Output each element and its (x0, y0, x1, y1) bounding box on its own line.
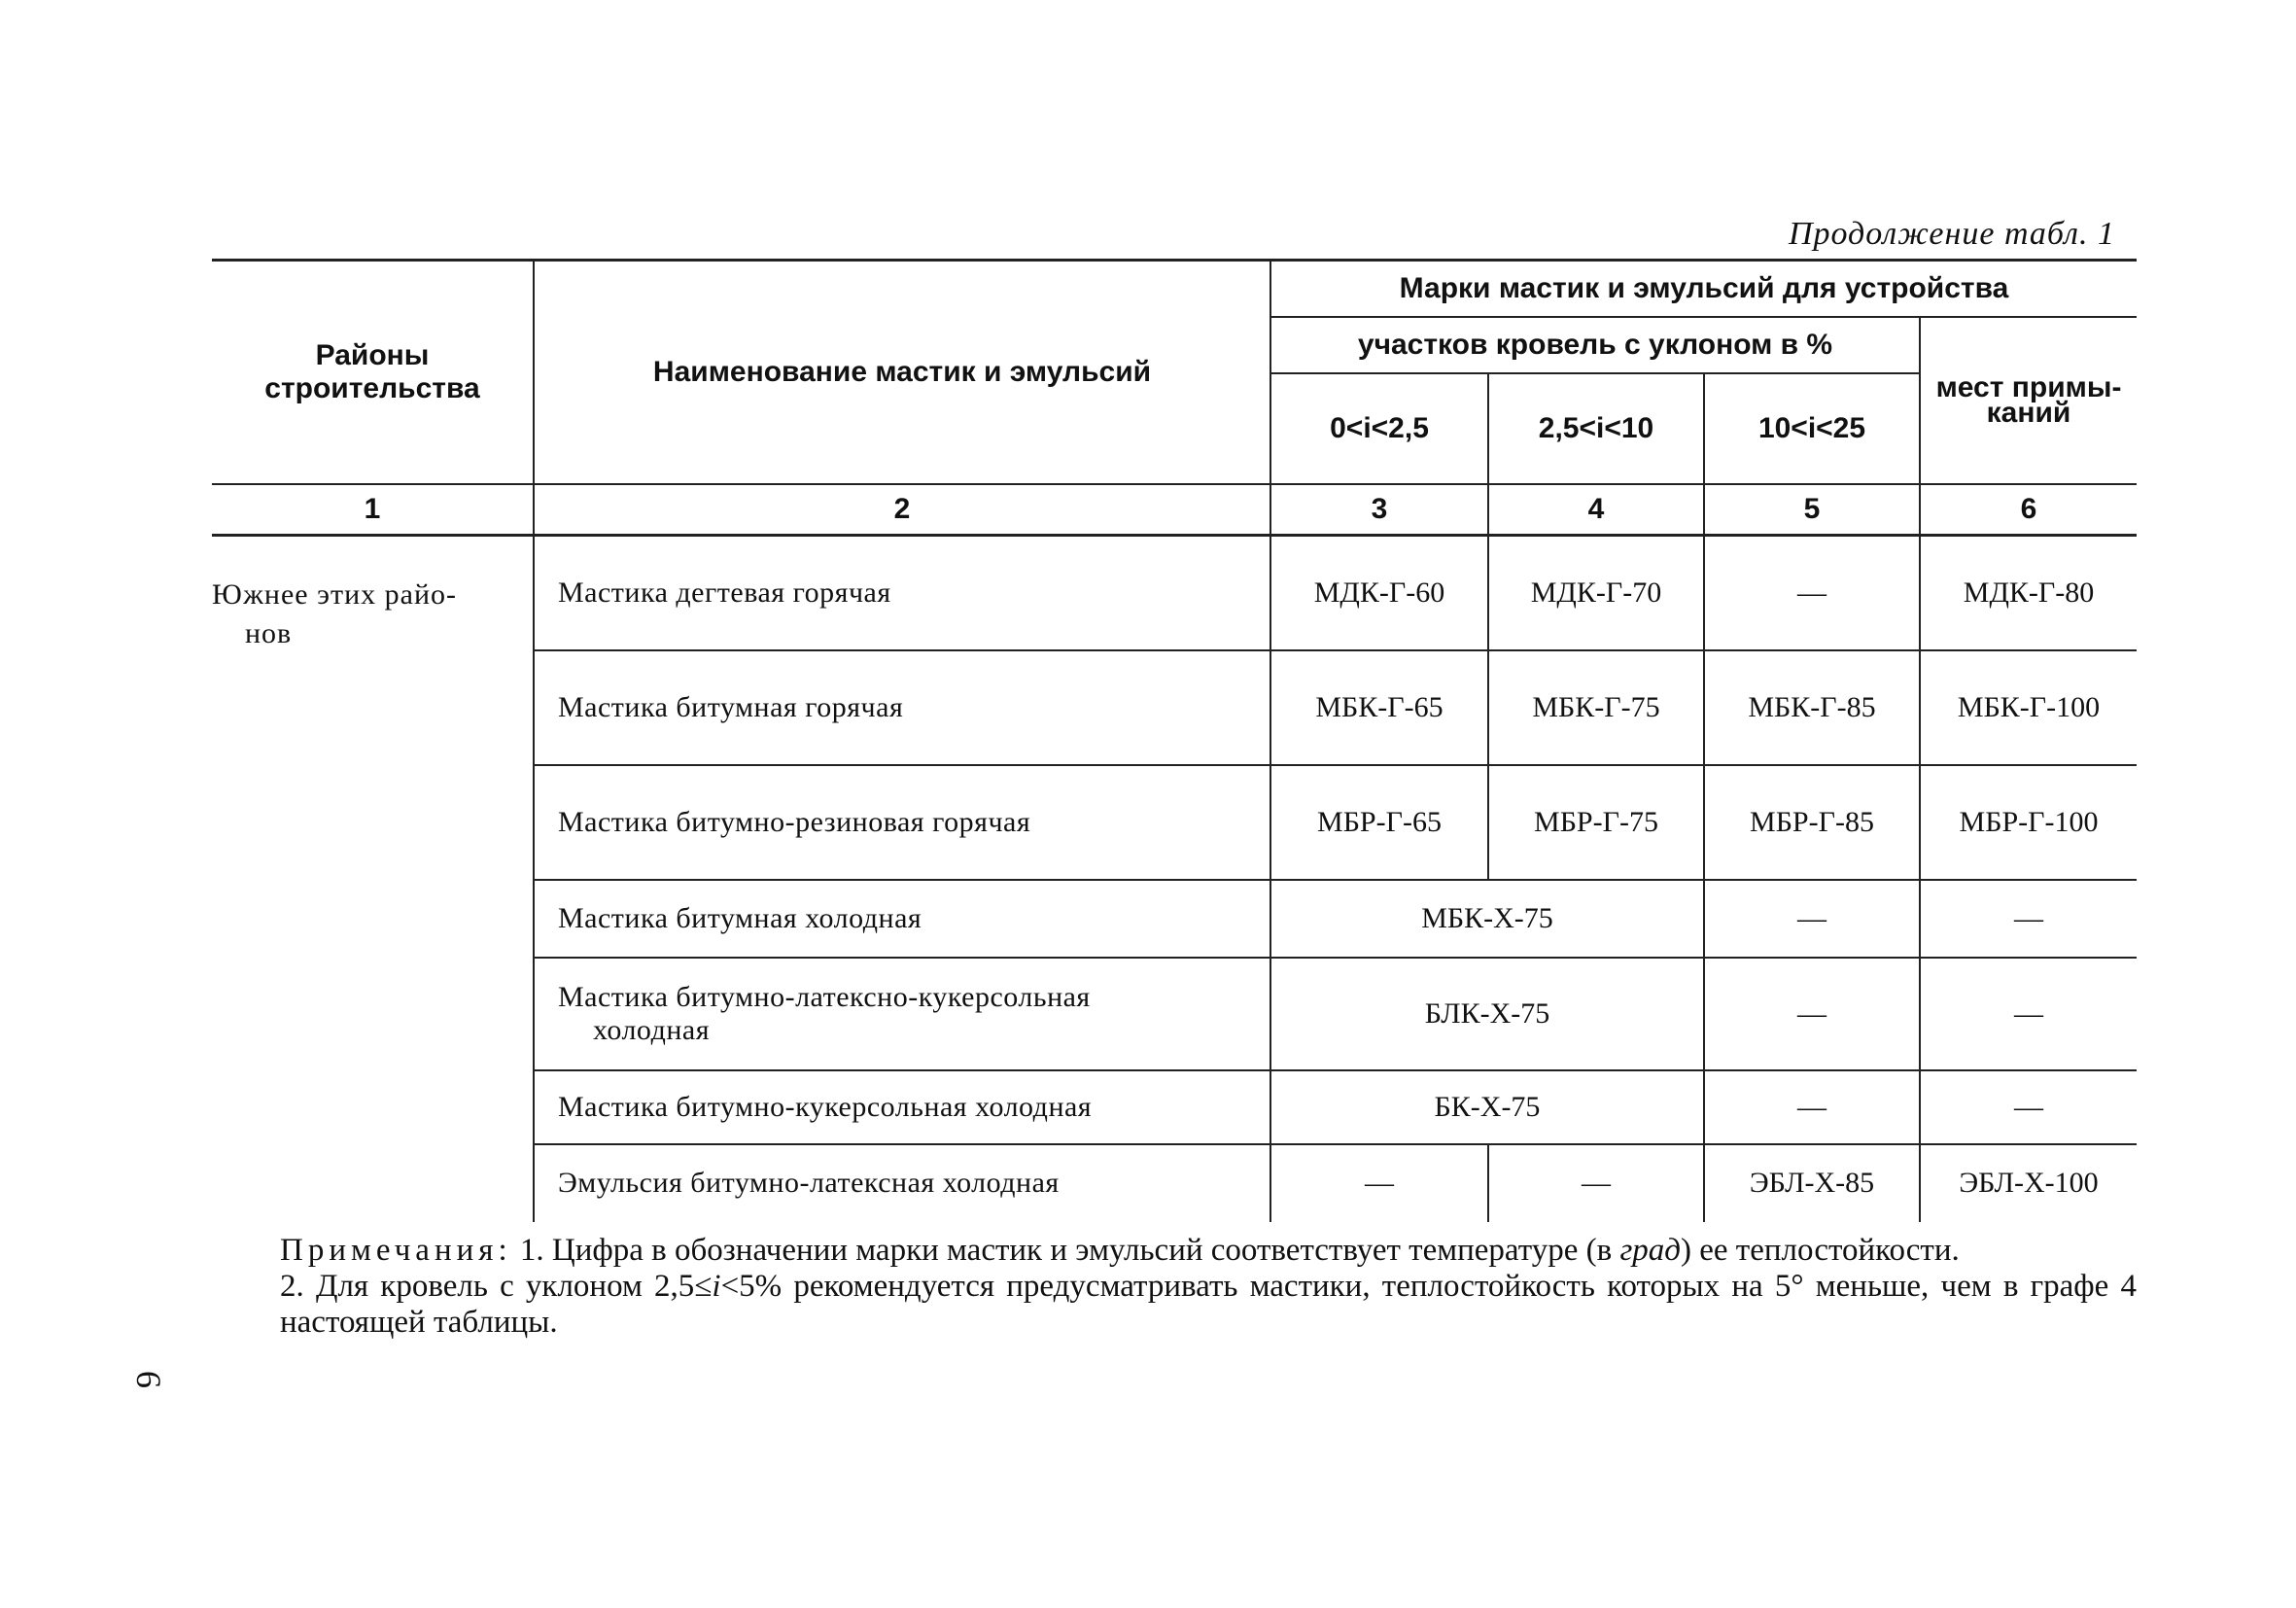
grade-cell: — (1704, 1070, 1920, 1144)
notes (212, 1233, 2137, 1341)
table-row (212, 536, 2137, 650)
note-1-italic: град (1619, 1233, 1682, 1268)
table-caption: Продолжение табл. 1 (1788, 216, 2115, 252)
column-number-5: 5 (1704, 484, 1920, 536)
grade-cell: МДК-Г-80 (1920, 536, 2137, 650)
page-number: 6 (129, 1371, 168, 1388)
grade-cell: — (1704, 958, 1920, 1070)
mastic-name: Эмульсия битумно-латексная холодная (534, 1144, 1270, 1222)
column-number-1: 1 (212, 484, 534, 536)
column-number-2: 2 (534, 484, 1270, 536)
mastic-name-line1: Мастика битумно-латексно-кукерсольная (558, 980, 1091, 1013)
mastic-name: Мастика битумная холодная (534, 880, 1270, 958)
header-subgroup: участков кровель с уклоном в % (1270, 317, 1920, 373)
header-slope-2: 2,5<i<10 (1488, 373, 1704, 484)
grade-cell: — (1920, 958, 2137, 1070)
column-number-6: 6 (1920, 484, 2137, 536)
region-cell (212, 536, 534, 1222)
mastic-name: Мастика битумно-резиновая горячая (534, 765, 1270, 880)
mastic-name-line2: холодная (593, 1013, 711, 1046)
header-junction-line2: каний (1986, 397, 2071, 429)
note-2-start: 2. Для кровель с уклоном 2,5≤ (280, 1269, 713, 1304)
grade-cell: МБК-Х-75 (1270, 880, 1704, 958)
grade-cell: ЭБЛ-Х-85 (1704, 1144, 1920, 1222)
grade-cell: МДК-Г-70 (1488, 536, 1704, 650)
header-slope-3: 10<i<25 (1704, 373, 1920, 484)
grade-cell: МБР-Г-100 (1920, 765, 2137, 880)
mastic-table (212, 259, 2137, 1222)
grade-cell: — (1704, 880, 1920, 958)
grade-cell: МБК-Г-100 (1920, 650, 2137, 765)
grade-cell: МБК-Г-85 (1704, 650, 1920, 765)
grade-cell: — (1270, 1144, 1488, 1222)
mastic-name: Мастика битумная горячая (534, 650, 1270, 765)
header-junction (1920, 317, 2137, 484)
header-junction-line1: мест примы- (1935, 371, 2122, 403)
region-line1: Южнее этих райо- (212, 578, 458, 611)
grade-cell: МБК-Г-65 (1270, 650, 1488, 765)
grade-cell: БК-Х-75 (1270, 1070, 1704, 1144)
column-number-4: 4 (1488, 484, 1704, 536)
note-1-end: ) ее теплостойкости. (1681, 1233, 1960, 1268)
header-regions: Районы строительства (212, 261, 534, 485)
header-slope-1: 0<i<2,5 (1270, 373, 1488, 484)
column-number-3: 3 (1270, 484, 1488, 536)
grade-cell: МБР-Г-85 (1704, 765, 1920, 880)
note-2 (212, 1269, 2137, 1341)
grade-cell: — (1704, 536, 1920, 650)
region-line2: нов (245, 617, 293, 649)
grade-cell: МБР-Г-75 (1488, 765, 1704, 880)
grade-cell: БЛК-Х-75 (1270, 958, 1704, 1070)
grade-cell: МБР-Г-65 (1270, 765, 1488, 880)
grade-cell: — (1488, 1144, 1704, 1222)
header-group: Марки мастик и эмульсий для устройства (1270, 261, 2137, 318)
header-names: Наименование мастик и эмульсий (534, 261, 1270, 485)
note-2-end: <5% рекомендуется предусматривать мастики, теплостойкость которых на 5° меньше, чем в графе 4 настоящей таблицы. (280, 1269, 2137, 1340)
grade-cell: — (1920, 880, 2137, 958)
mastic-name: Мастика дегтевая горячая (534, 536, 1270, 650)
grade-cell: — (1920, 1070, 2137, 1144)
note-1-text: 1. Цифра в обозначении марки мастик и эмульсий соответствует температуре (в (519, 1233, 1613, 1268)
note-2-italic: i (712, 1269, 721, 1304)
mastic-name: Мастика битумно-кукерсольная холодная (534, 1070, 1270, 1144)
mastic-name (534, 958, 1270, 1070)
grade-cell: МДК-Г-60 (1270, 536, 1488, 650)
note-1 (212, 1233, 2137, 1269)
notes-label: Примечания: (280, 1233, 512, 1268)
grade-cell: МБК-Г-75 (1488, 650, 1704, 765)
grade-cell: ЭБЛ-Х-100 (1920, 1144, 2137, 1222)
